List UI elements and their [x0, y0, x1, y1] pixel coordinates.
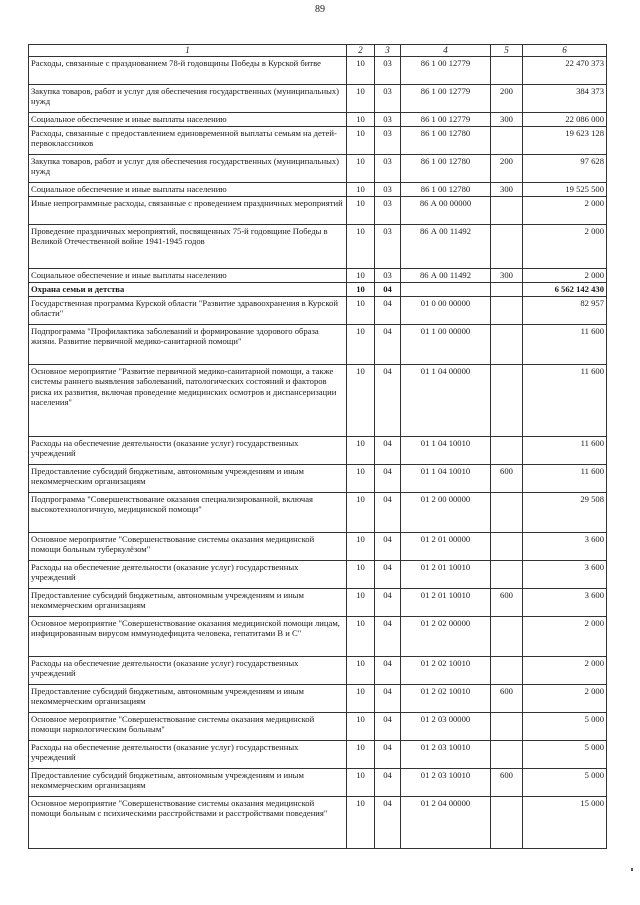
header-col-3: 3: [375, 45, 401, 57]
row-expense-type: [491, 57, 523, 85]
row-expense-type: 200: [491, 155, 523, 183]
row-section: 10: [347, 437, 375, 465]
row-amount: 97 628: [523, 155, 607, 183]
row-name: Основное мероприятие "Совершенствование системы оказания медицинской помощи больным с психическими расстройствами и расстройствами поведения": [29, 797, 347, 849]
table-row: [29, 769, 607, 797]
row-target-code: 86 А 00 11492: [401, 269, 491, 283]
row-expense-type: [491, 741, 523, 769]
row-amount: 2 000: [523, 197, 607, 225]
row-expense-type: [491, 493, 523, 533]
row-amount: 82 957: [523, 297, 607, 325]
header-col-1: 1: [29, 45, 347, 57]
row-section: 10: [347, 127, 375, 155]
row-amount: 2 000: [523, 657, 607, 685]
row-amount: 2 000: [523, 225, 607, 269]
header-col-6: 6: [523, 45, 607, 57]
row-section: 10: [347, 533, 375, 561]
row-expense-type: 600: [491, 685, 523, 713]
row-subsection: 03: [375, 197, 401, 225]
row-subsection: 04: [375, 437, 401, 465]
row-expense-type: [491, 225, 523, 269]
row-subsection: 04: [375, 617, 401, 657]
row-expense-type: [491, 297, 523, 325]
row-subsection: 03: [375, 57, 401, 85]
table-row: [29, 113, 607, 127]
row-target-code: 01 2 02 10010: [401, 685, 491, 713]
row-amount: 3 600: [523, 561, 607, 589]
row-subsection: 03: [375, 113, 401, 127]
row-name: Предоставление субсидий бюджетным, автономным учреждениям и иным некоммерческим организациям: [29, 465, 347, 493]
page-number: 89: [315, 4, 325, 15]
row-section: 10: [347, 113, 375, 127]
row-expense-type: [491, 797, 523, 849]
row-expense-type: 600: [491, 769, 523, 797]
table-row: [29, 561, 607, 589]
row-name: Закупка товаров, работ и услуг для обеспечения государственных (муниципальных) нужд: [29, 85, 347, 113]
row-subsection: 04: [375, 297, 401, 325]
table-row: [29, 325, 607, 365]
row-section: 10: [347, 741, 375, 769]
row-name: Основное мероприятие "Совершенствование системы оказания медицинской помощи наркологическим больным": [29, 713, 347, 741]
row-target-code: 01 2 02 00000: [401, 617, 491, 657]
row-amount: 2 000: [523, 269, 607, 283]
row-target-code: 01 2 01 00000: [401, 533, 491, 561]
row-subsection: 04: [375, 657, 401, 685]
row-name: Проведение праздничных мероприятий, посвященных 75-й годовщине Победы в Великой Отечественной войне 1941-1945 годов: [29, 225, 347, 269]
table-row: [29, 225, 607, 269]
row-target-code: 01 2 03 10010: [401, 769, 491, 797]
row-section: 10: [347, 325, 375, 365]
table-row: [29, 155, 607, 183]
row-expense-type: 600: [491, 589, 523, 617]
row-name: Предоставление субсидий бюджетным, автономным учреждениям и иным некоммерческим организациям: [29, 685, 347, 713]
row-section: 10: [347, 183, 375, 197]
row-target-code: 01 2 00 00000: [401, 493, 491, 533]
row-target-code: 01 0 00 00000: [401, 297, 491, 325]
row-subsection: 04: [375, 797, 401, 849]
row-subsection: 04: [375, 769, 401, 797]
row-amount: 2 000: [523, 617, 607, 657]
table-row: [29, 589, 607, 617]
row-name: Расходы, связанные с празднованием 78-й годовщины Победы в Курской битве: [29, 57, 347, 85]
row-name: Расходы, связанные с предоставлением единовременной выплаты семьям на детей-первоклассников: [29, 127, 347, 155]
row-expense-type: 300: [491, 113, 523, 127]
row-expense-type: [491, 617, 523, 657]
table-row: [29, 533, 607, 561]
row-section: 10: [347, 57, 375, 85]
row-target-code: 86 1 00 12780: [401, 183, 491, 197]
row-target-code: 01 2 01 10010: [401, 589, 491, 617]
row-target-code: 86 1 00 12779: [401, 85, 491, 113]
table-row: [29, 297, 607, 325]
row-name: Социальное обеспечение и иные выплаты населению: [29, 113, 347, 127]
row-subsection: 04: [375, 533, 401, 561]
row-section: 10: [347, 465, 375, 493]
row-expense-type: [491, 365, 523, 437]
row-target-code: 86 1 00 12779: [401, 57, 491, 85]
row-amount: 11 600: [523, 325, 607, 365]
row-section: 10: [347, 283, 375, 297]
row-section: 10: [347, 769, 375, 797]
row-section: 10: [347, 617, 375, 657]
row-name: Основное мероприятие "Совершенствование системы оказания медицинской помощи больным туберкулёзом": [29, 533, 347, 561]
header-col-4: 4: [401, 45, 491, 57]
row-subsection: 03: [375, 183, 401, 197]
row-subsection: 03: [375, 155, 401, 183]
row-amount: 22 470 373: [523, 57, 607, 85]
row-name: Закупка товаров, работ и услуг для обеспечения государственных (муниципальных) нужд: [29, 155, 347, 183]
row-name: Государственная программа Курской области "Развитие здравоохранения в Курской области": [29, 297, 347, 325]
row-expense-type: [491, 437, 523, 465]
row-amount: 5 000: [523, 741, 607, 769]
table-row: [29, 85, 607, 113]
row-name: Расходы на обеспечение деятельности (оказание услуг) государственных учреждений: [29, 741, 347, 769]
row-name: Расходы на обеспечение деятельности (оказание услуг) государственных учреждений: [29, 437, 347, 465]
row-amount: 2 000: [523, 685, 607, 713]
row-amount: 11 600: [523, 365, 607, 437]
table-row: [29, 127, 607, 155]
row-amount: 3 600: [523, 533, 607, 561]
row-expense-type: 300: [491, 269, 523, 283]
row-target-code: 01 2 04 00000: [401, 797, 491, 849]
row-name: Расходы на обеспечение деятельности (оказание услуг) государственных учреждений: [29, 561, 347, 589]
row-subsection: 04: [375, 493, 401, 533]
row-target-code: 86 1 00 12780: [401, 127, 491, 155]
header-col-2: 2: [347, 45, 375, 57]
row-subsection: 03: [375, 85, 401, 113]
row-section: 10: [347, 197, 375, 225]
row-expense-type: 300: [491, 183, 523, 197]
row-subsection: 04: [375, 365, 401, 437]
header-col-5: 5: [491, 45, 523, 57]
row-section: 10: [347, 561, 375, 589]
row-target-code: 01 2 01 10010: [401, 561, 491, 589]
row-expense-type: [491, 657, 523, 685]
row-expense-type: [491, 197, 523, 225]
row-subsection: 04: [375, 325, 401, 365]
row-target-code: 01 2 02 10010: [401, 657, 491, 685]
table-row: [29, 657, 607, 685]
scan-mark: [631, 868, 633, 871]
row-section: 10: [347, 797, 375, 849]
row-subsection: 04: [375, 283, 401, 297]
table-row: [29, 283, 607, 297]
table-row: [29, 685, 607, 713]
row-target-code: 01 1 00 00000: [401, 325, 491, 365]
row-name: Основное мероприятие "Развитие первичной медико-санитарной помощи, а также системы раннего выявления заболеваний, патологических состояний и факторов риска их развития, включая проведение медицинских осмотров и диспансеризации населения": [29, 365, 347, 437]
table-row: [29, 269, 607, 283]
row-section: 10: [347, 713, 375, 741]
row-name: Подпрограмма "Совершенствование оказания специализированной, включая высокотехнологичную, медицинской помощи": [29, 493, 347, 533]
row-target-code: 01 2 03 10010: [401, 741, 491, 769]
row-target-code: 01 1 04 10010: [401, 465, 491, 493]
row-section: 10: [347, 685, 375, 713]
row-subsection: 04: [375, 589, 401, 617]
row-target-code: 86 1 00 12780: [401, 155, 491, 183]
row-subsection: 03: [375, 269, 401, 283]
table-row: [29, 797, 607, 849]
table-row: [29, 437, 607, 465]
row-target-code: 01 1 04 10010: [401, 437, 491, 465]
row-name: Социальное обеспечение и иные выплаты населению: [29, 183, 347, 197]
row-section: 10: [347, 85, 375, 113]
row-amount: 5 000: [523, 769, 607, 797]
row-expense-type: [491, 713, 523, 741]
table-row: [29, 197, 607, 225]
row-section: 10: [347, 155, 375, 183]
row-expense-type: [491, 127, 523, 155]
row-section: 10: [347, 297, 375, 325]
row-target-code: 01 1 04 00000: [401, 365, 491, 437]
row-amount: 15 000: [523, 797, 607, 849]
row-section: 10: [347, 225, 375, 269]
row-subsection: 03: [375, 127, 401, 155]
row-target-code: 86 1 00 12779: [401, 113, 491, 127]
budget-table: [28, 44, 607, 849]
row-target-code: 86 А 00 00000: [401, 197, 491, 225]
row-name: Охрана семьи и детства: [29, 283, 347, 297]
row-name: Основное мероприятие "Совершенствование оказания медицинской помощи лицам, инфицированным вирусом иммунодефицита человека, гепатитами В и С": [29, 617, 347, 657]
row-section: 10: [347, 589, 375, 617]
row-subsection: 04: [375, 741, 401, 769]
table-row: [29, 493, 607, 533]
row-name: Социальное обеспечение и иные выплаты населению: [29, 269, 347, 283]
row-expense-type: 600: [491, 465, 523, 493]
table-row: [29, 465, 607, 493]
row-name: Иные непрограммные расходы, связанные с проведением праздничных мероприятий: [29, 197, 347, 225]
table-row: [29, 57, 607, 85]
row-subsection: 03: [375, 225, 401, 269]
row-amount: 29 508: [523, 493, 607, 533]
row-name: Предоставление субсидий бюджетным, автономным учреждениям и иным некоммерческим организациям: [29, 589, 347, 617]
row-subsection: 04: [375, 465, 401, 493]
table-header-row: [29, 45, 607, 57]
row-section: 10: [347, 269, 375, 283]
row-amount: 6 562 142 430: [523, 283, 607, 297]
row-name: Подпрограмма "Профилактика заболеваний и формирование здорового образа жизни. Развитие первичной медико-санитарной помощи": [29, 325, 347, 365]
row-target-code: 01 2 03 00000: [401, 713, 491, 741]
row-amount: 3 600: [523, 589, 607, 617]
row-amount: 384 373: [523, 85, 607, 113]
row-target-code: [401, 283, 491, 297]
row-subsection: 04: [375, 713, 401, 741]
row-subsection: 04: [375, 561, 401, 589]
row-amount: 11 600: [523, 437, 607, 465]
row-expense-type: [491, 533, 523, 561]
row-section: 10: [347, 365, 375, 437]
table-row: [29, 617, 607, 657]
row-expense-type: [491, 283, 523, 297]
row-expense-type: [491, 561, 523, 589]
table-row: [29, 741, 607, 769]
row-amount: 22 086 000: [523, 113, 607, 127]
row-amount: 5 000: [523, 713, 607, 741]
row-subsection: 04: [375, 685, 401, 713]
table-row: [29, 183, 607, 197]
row-expense-type: 200: [491, 85, 523, 113]
table-row: [29, 713, 607, 741]
row-section: 10: [347, 493, 375, 533]
row-amount: 11 600: [523, 465, 607, 493]
row-section: 10: [347, 657, 375, 685]
row-amount: 19 525 500: [523, 183, 607, 197]
row-name: Расходы на обеспечение деятельности (оказание услуг) государственных учреждений: [29, 657, 347, 685]
table-row: [29, 365, 607, 437]
row-expense-type: [491, 325, 523, 365]
row-amount: 19 623 128: [523, 127, 607, 155]
row-target-code: 86 А 00 11492: [401, 225, 491, 269]
row-name: Предоставление субсидий бюджетным, автономным учреждениям и иным некоммерческим организациям: [29, 769, 347, 797]
